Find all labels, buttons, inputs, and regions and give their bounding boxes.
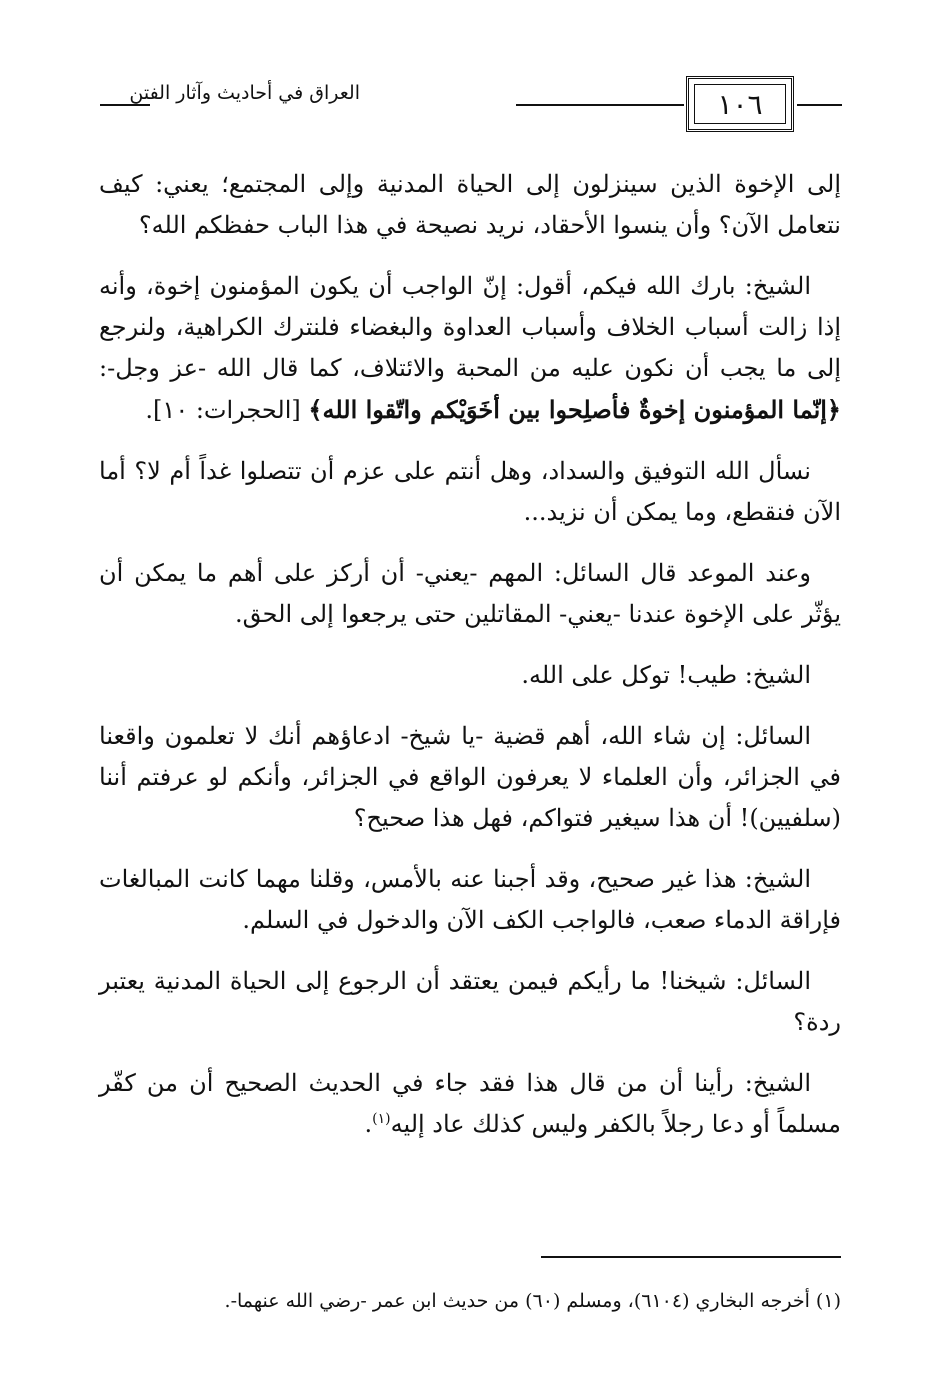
paragraph-text: الشيخ: بارك الله فيكم، أقول: إنّ الواجب أن يكون المؤمنون إخوة، وأنه إذا زالت أسباب الخلاف وأسباب العداوة والبغضاء فلنترك الكراهية، ولنرجع إلى ما يجب أن نكون عليه من المحبة والائتلاف، كما قال الله -عز وجل-:	[99, 272, 841, 382]
paragraph	[99, 451, 841, 533]
verse-citation: [الحجرات: ١٠].	[145, 396, 309, 424]
paragraph	[99, 961, 841, 1043]
paragraph	[99, 655, 841, 696]
footnote-separator	[541, 1256, 841, 1258]
paragraph-text: السائل: شيخنا! ما رأيكم فيمن يعتقد أن الرجوع إلى الحياة المدنية يعتبر ردة؟	[99, 967, 841, 1036]
quran-verse: ﴿إنّما المؤمنون إخوةٌ فأصلِحوا بين أخَوَيْكم واتّقوا الله﴾	[308, 395, 841, 424]
header-rule-left	[100, 104, 150, 106]
paragraph	[99, 1063, 841, 1145]
paragraph-text: الشيخ: هذا غير صحيح، وقد أجبنا عنه بالأمس، وقلنا مهما كانت المبالغات فإراقة الدماء صعب، فالواجب الكف الآن والدخول في السلم.	[99, 865, 841, 934]
paragraph-text: وعند الموعد قال السائل: المهم -يعني- أن أركز على أهم ما يمكن أن يؤثّر على الإخوة عندنا -يعني- المقاتلين حتى يرجعوا إلى الحق.	[99, 559, 841, 628]
paragraph-text: إلى الإخوة الذين سينزلون إلى الحياة المدنية وإلى المجتمع؛ يعني: كيف نتعامل الآن؟ وأن ينسوا الأحقاد، نريد نصيحة في هذا الباب حفظكم الله؟	[99, 170, 841, 239]
paragraph-text: السائل: إن شاء الله، أهم قضية -يا شيخ- ادعاؤهم أنك لا تعلمون واقعنا في الجزائر، وأن العلماء لا يعرفون الواقع في الجزائر، وأنكم لو عرفتم أننا (سلفيين)! أن هذا سيغير فتواكم، فهل هذا صحيح؟	[99, 722, 841, 832]
paragraph	[99, 859, 841, 941]
page-header	[100, 64, 842, 136]
footnote: (١) أخرجه البخاري (٦١٠٤)، ومسلم (٦٠) من حديث ابن عمر -رضي الله عنهما-.	[224, 1290, 841, 1312]
paragraph-text: الشيخ: طيب! توكل على الله.	[521, 661, 811, 689]
header-rule-right	[797, 104, 842, 106]
page-body	[99, 164, 841, 1165]
paragraph	[99, 716, 841, 839]
paragraph	[99, 164, 841, 246]
page-number-box	[686, 76, 794, 132]
paragraph-text: نسأل الله التوفيق والسداد، وهل أنتم على عزم أن تتصلوا غداً أم لا؟ أما الآن فنقطع، وما يمكن أن نزيد...	[99, 457, 841, 526]
paragraph	[99, 266, 841, 431]
page-number: ١٠٦	[694, 84, 786, 124]
header-rule-middle	[516, 104, 684, 106]
paragraph-end: .	[364, 1110, 373, 1138]
footnote-reference[interactable]: (١)	[372, 1111, 391, 1127]
running-title: العراق في أحاديث وآثار الفتن	[129, 82, 360, 104]
paragraph	[99, 553, 841, 635]
paragraph-text: الشيخ: رأينا أن من قال هذا فقد جاء في الحديث الصحيح أن من كفّر مسلماً أو دعا رجلاً بالكفر وليس كذلك عاد إليه	[99, 1069, 841, 1138]
